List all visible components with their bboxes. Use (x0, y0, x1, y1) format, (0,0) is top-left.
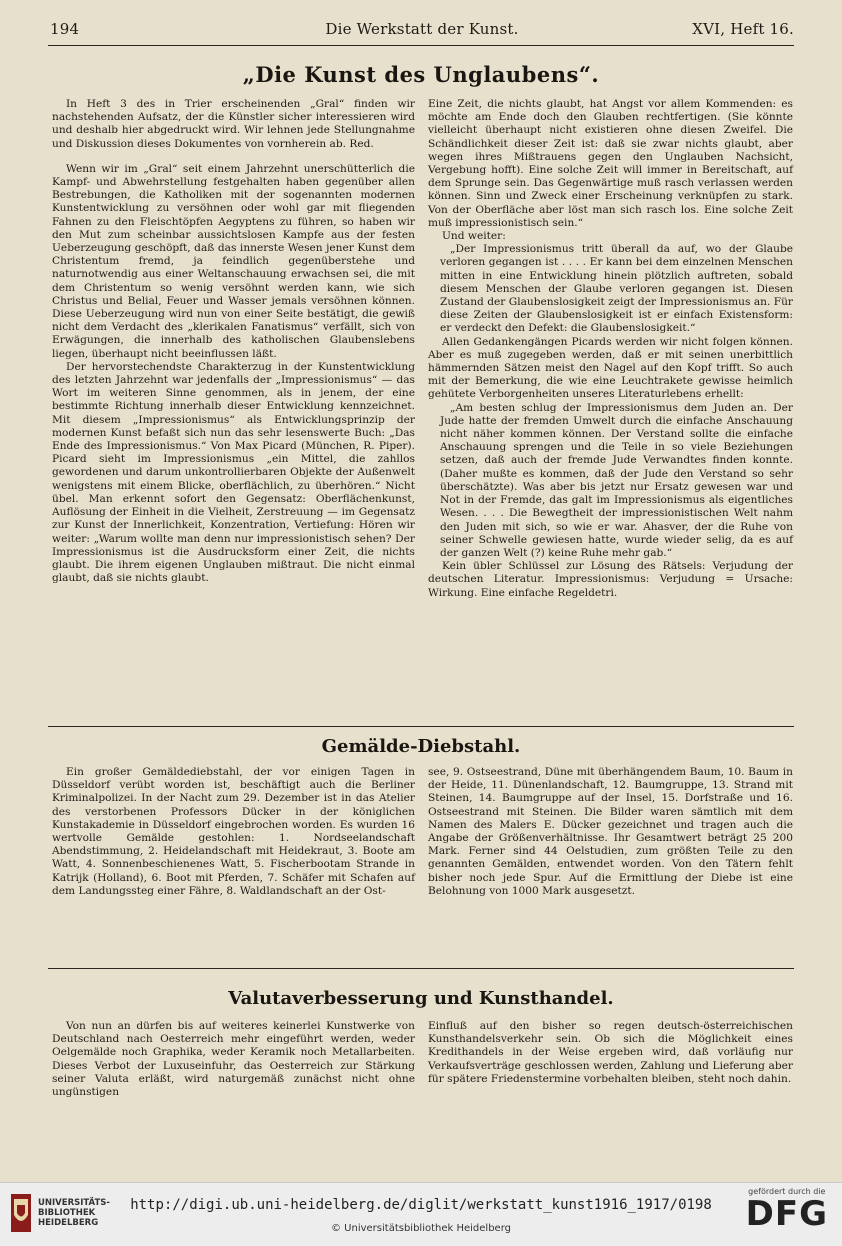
page-number: 194 (50, 20, 80, 38)
permalink[interactable]: http://digi.ub.uni-heidelberg.de/diglit/werkstatt_kunst1916_1917/0198 (130, 1197, 712, 1213)
running-header (50, 14, 794, 44)
paragraph: Kein übler Schlüssel zur Lösung des Rätsels: Verjudung der deutschen Literatur. Impressionismus: Verjudung = Ursache: Wirkung. Eine einfache Regeldetri. (428, 560, 793, 599)
article-title-unglaubens: „Die Kunst des Unglaubens“. (242, 62, 600, 87)
library-name: UNIVERSITÄTS- BIBLIOTHEK HEIDELBERG (38, 1198, 110, 1228)
digitization-footer (0, 1182, 842, 1246)
journal-title: Die Werkstatt der Kunst. (325, 20, 519, 38)
article1-left-column (52, 98, 415, 585)
paragraph: Allen Gedankengängen Picards werden wir nicht folgen können. Aber es muß zugegeben werden, daß er mit seinen unerbittlich hämmernden Sätzen meist den Nagel auf den Kopf trifft. So auch mit der Bemerkung, die wie eine Leuchtrakete gewisse heimlich gehütete Verborgenheiten unseres Literaturlebens erhellt: (428, 335, 793, 401)
section-rule (48, 726, 794, 727)
funder-note: gefördert durch die (748, 1187, 826, 1196)
paragraph: Wenn wir im „Gral“ seit einem Jahrzehnt unerschütterlich die Kampf- und Abwehrstellung festgehalten haben gegenüber allen Bestrebungen, die Katholiken mit der sogenannten modernen Kunstentwicklung zu versöhnen oder wohl gar mit fliegenden Fahnen zu den Fleischtöpfen Aegyptens zu führen, so haben wir den Mut zum scheinbar aussichtslosen Kampfe aus der festen Ueberzeugung geschöpft, daß das innerste Wesen jener Kunst dem Christentum fremd, ja feindlich gegenüberstehe und naturnotwendig aus einer Weltanschauung erwachsen sei, die mit dem Christentum so wenig versöhnt werden kann, wie sich Christus und Belial, Feuer und Wasser jemals versöhnen können. Diese Ueberzeugung wird nun von einer Seite bestätigt, die gewiß nicht dem Verdacht des „klerikalen Fanatismus“ verfällt, sich von Erwägungen, die innerhalb des katholischen Glaubenslebens liegen, überhaupt nicht beeinflussen läßt. (52, 162, 415, 360)
paragraph: Eine Zeit, die nichts glaubt, hat Angst vor allem Kommenden: es möchte am Ende doch den Glauben rechtfertigen. (Sie könnte vielleicht überhaupt nicht existieren ohne diesen Zweifel. Die Schändlichkeit dieser Zeit ist: daß sie zwar nichts glaubt, aber wegen ihres Mißtrauens gegen den Unglauben Nachsicht, Vergebung hofft). Eine solche Zeit will immer in Bereitschaft, auf dem Sprunge sein. Das Gegenwärtige muß rasch verlassen werden können. Sinn und Zweck einer Erscheinung verknüpfen zu stark. Von der Oberfläche aber löst man sich rasch los. Eine solche Zeit muß impressionistisch sein.“ (428, 98, 793, 229)
quotation: „Am besten schlug der Impressionismus dem Juden an. Der Jude hatte der fremden Umwelt durch die einfache Anschauung nicht näher kommen können. Der Verstand sollte die einfache Anschauung sprengen und die Teile in so viele Beziehungen setzen, daß auch der fremde Jude Verwandtes finden konnte. (Daher mußte es kommen, daß der Jude den Verstand so sehr überschätzte). Was aber bis jetzt nur Ersatz gewesen war und Not in der Fremde, das galt im Impressionismus als eigentliches Wesen. . . . Die Bewegtheit der impressionistischen Welt nahm den Juden mit sich, so wie er war. Ahasver, der die Ruhe von seiner Schwelle gewiesen hatte, wurde wieder selig, da es auf der ganzen Welt (?) keine Ruhe mehr gab.“ (440, 401, 793, 559)
article-title-gemaelde: Gemälde-Diebstahl. (321, 736, 521, 757)
dfg-logo[interactable] (746, 1187, 828, 1232)
article3-right-column (428, 1020, 793, 1086)
article-title-valuta: Valutaverbesserung und Kunsthandel. (228, 988, 614, 1009)
paragraph: Von nun an dürfen bis auf weiteres keinerlei Kunstwerke von Deutschland nach Oesterreich mehr eingeführt werden, weder Oelgemälde noch Graphika, weder Keramik noch Metallarbeiten. Dieses Verbot der Luxuseinfuhr, das Oesterreich zur Stärkung seiner Valuta erläßt, wird naturgemäß zunächst nicht ohne ungünstigen (52, 1020, 415, 1099)
dfg-wordmark: DFG (745, 1194, 828, 1234)
copyright-notice: © Universitätsbibliothek Heidelberg (330, 1223, 511, 1234)
paragraph: Der hervorstechendste Charakterzug in der Kunstentwicklung des letzten Jahrzehnt war jedenfalls der „Impressionismus“ — das Wort im weiteren Sinne genommen, als in jenem, der eine bestimmte Richtung innerhalb dieser Entwicklung kennzeichnet. Mit diesem „Impressionismus“ als Entwicklungsprinzip der modernen Kunst befaßt sich nun das sehr lesenswerte Buch: „Das Ende des Impressionismus.“ Von Max Picard (München, R. Piper). Picard sieht im Impressionismus „ein Mittel, die zahllos gewordenen und darum unkontrollierbaren Objekte der Außenwelt wenigstens mit einem Blicke, oberflächlich, zu überhören.“ Nicht übel. Man erkennt sofort den Gegensatz: Oberflächenkunst, Auflösung der Einheit in die Vielheit, Zerstreuung — im Gegensatz zur Kunst der Innerlichkeit, Konzentration, Vertiefung: Hören wir weiter: „Warum wollte man denn nur impressionistisch sehen? Der Impressionismus ist die Ausdrucksform einer Zeit, die nichts glaubt. Die ihrem eigenen Unglauben mißtraut. Die nicht einmal glaubt, daß sie nichts glaubt. (52, 360, 415, 585)
paragraph: Einfluß auf den bisher so regen deutsch-österreichischen Kunsthandelsverkehr sein. Ob sich die Möglichkeit eines Kredithandels in der Weise ergeben wird, daß vorläufig nur Verkaufsverträge geschlossen werden, Zahlung und Lieferung aber für spätere Friedenstermine vorbehalten bleiben, steht noch dahin. (428, 1020, 793, 1085)
article1-right-column (428, 98, 793, 600)
section-rule (48, 968, 794, 969)
volume-issue: XVI, Heft 16. (692, 20, 794, 38)
quotation: „Der Impressionismus tritt überall da auf, wo der Glaube verloren gegangen ist . . . . Er kann bei dem einzelnen Menschen mitten in eine Entwicklung hinein plötzlich auftreten, sobald diesem Menschen der Glaube verloren gegangen ist. Diesen Zustand der Glaubenslosigkeit zeigt der Impressionismus an. Für diese Zeiten der Glaubenslosigkeit ist er einfach Existensform: er verdeckt den Defekt: die Glaubenslosigkeit.“ (440, 243, 793, 335)
article2-right-column (428, 766, 793, 898)
header-rule (48, 45, 794, 46)
article3-left-column (52, 1020, 415, 1099)
paragraph: Ein großer Gemäldediebstahl, der vor einigen Tagen in Düsseldorf verübt worden ist, beschäftigt auch die Berliner Kriminalpolizei. In der Nacht zum 29. Dezember ist in das Atelier des verstorbenen Professors Dücker in der königlichen Kunstakademie in Düsseldorf eingebrochen worden. Es wurden 16 wertvolle Gemälde gestohlen: 1. Nordseelandschaft Abendstimmung, 2. Heidelandschaft mit Heidekraut, 3. Boote am Watt, 4. Sonnenbeschienenes Watt, 5. Fischerbootam Strande in Katrijk (Holland), 6. Boot mit Pferden, 7. Schäfer mit Schafen auf dem Landungssteg einer Fähre, 8. Waldlandschaft an der Ost- (52, 766, 415, 897)
article2-left-column (52, 766, 415, 898)
editor-note: In Heft 3 des in Trier erscheinenden „Gral“ finden wir nachstehenden Aufsatz, der die Künstler sicher interessieren wird und deshalb hier abgedruckt wird. Wir lehnen jede Stellungnahme und Diskussion dieses Dokumentes von vornherein ab. Red. (52, 98, 415, 150)
paragraph: Und weiter: (442, 230, 506, 243)
paragraph: see, 9. Ostseestrand, Düne mit überhängendem Baum, 10. Baum in der Heide, 11. Dünenlandschaft, 12. Baumgruppe, 13. Strand mit Steinen, 14. Baumgruppe auf der Insel, 15. Dorfstraße und 16. Ostseestrand mit Steinen. Die Bilder waren sämtlich mit dem Namen des Malers E. Dücker gezeichnet und tragen auch die Angabe der Größenverhältnisse. Ihr Gesamtwert beträgt 25 200 Mark. Ferner sind 44 Oelstudien, zum größten Teile zu den genannten Gemälden, entwendet worden. Von den Tätern fehlt bisher noch jede Spur. Auf die Ermittlung der Diebe ist eine Belohnung von 1000 Mark ausgesetzt. (428, 766, 793, 897)
